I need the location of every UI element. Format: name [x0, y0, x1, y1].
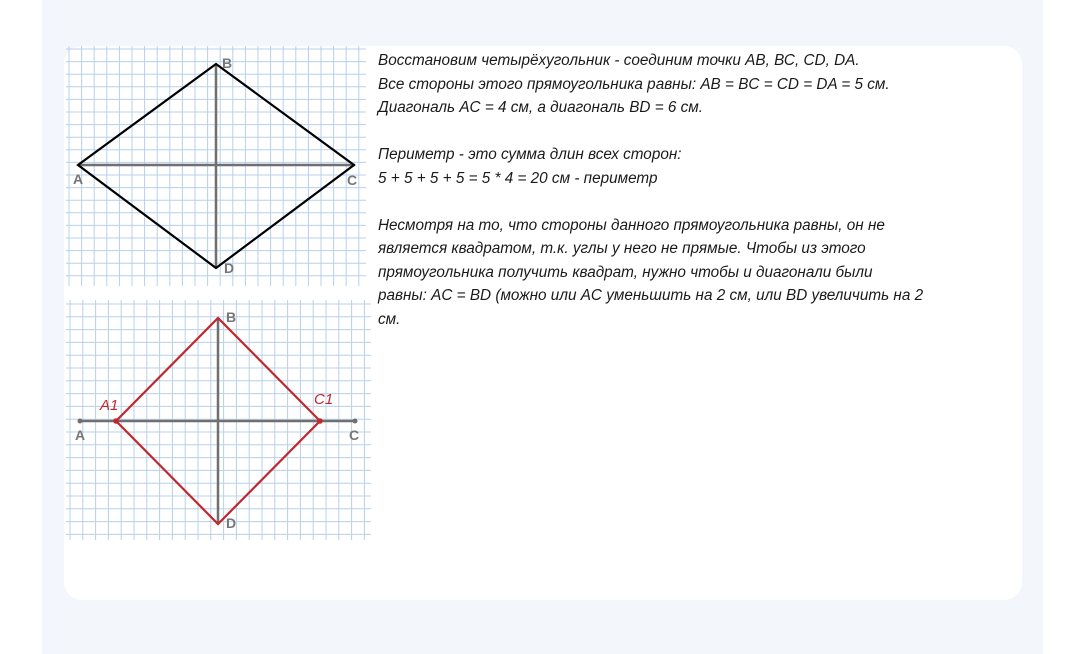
label-d: D: [226, 515, 237, 531]
text-line: прямоугольника получить квадрат, нужно чтобы и диагонали были: [378, 263, 873, 281]
paragraph-gap: [378, 120, 998, 144]
text-line: Несмотря на то, что стороны данного прямоугольника равны, он не: [378, 216, 885, 234]
label-b: B: [222, 55, 233, 71]
label-d: D: [224, 260, 235, 276]
text-line: 5 + 5 + 5 + 5 = 5 * 4 = 20 см - периметр: [378, 169, 658, 187]
text-line: Все стороны этого прямоугольника равны: AB = BC = CD = DA = 5 см.: [378, 75, 890, 93]
label-a: A: [75, 427, 86, 443]
text-line: см.: [378, 310, 401, 328]
label-c: C: [349, 427, 360, 443]
text-line: Диагональ AC = 4 см, а диагональ BD = 6 см.: [378, 99, 704, 116]
text-line: является квадратом, т.к. углы у него не прямые. Чтобы из этого: [378, 240, 866, 257]
label-a1: A1: [100, 397, 119, 414]
text-line: Восстановим четырёхугольник - соединим точки АВ, ВС, CD, DA.: [378, 52, 860, 69]
solution-text: [378, 49, 998, 331]
point-c: [353, 419, 358, 424]
label-a: A: [73, 171, 84, 187]
text-line: равны: AC = BD (можно или AC уменьшить на 2 см, или BD увеличить на 2: [378, 287, 924, 304]
text-line: Периметр - это сумма длин всех сторон:: [378, 146, 682, 163]
label-b: B: [226, 309, 237, 325]
point-a1: [113, 418, 119, 424]
label-c1: C1: [314, 391, 334, 408]
paragraph-gap: [378, 190, 998, 214]
rhombus-figure-bottom: [66, 300, 371, 540]
point-c1: [317, 418, 323, 424]
point-a: [78, 419, 83, 424]
rhombus-figure-top: [66, 46, 366, 286]
label-c: C: [347, 172, 358, 188]
